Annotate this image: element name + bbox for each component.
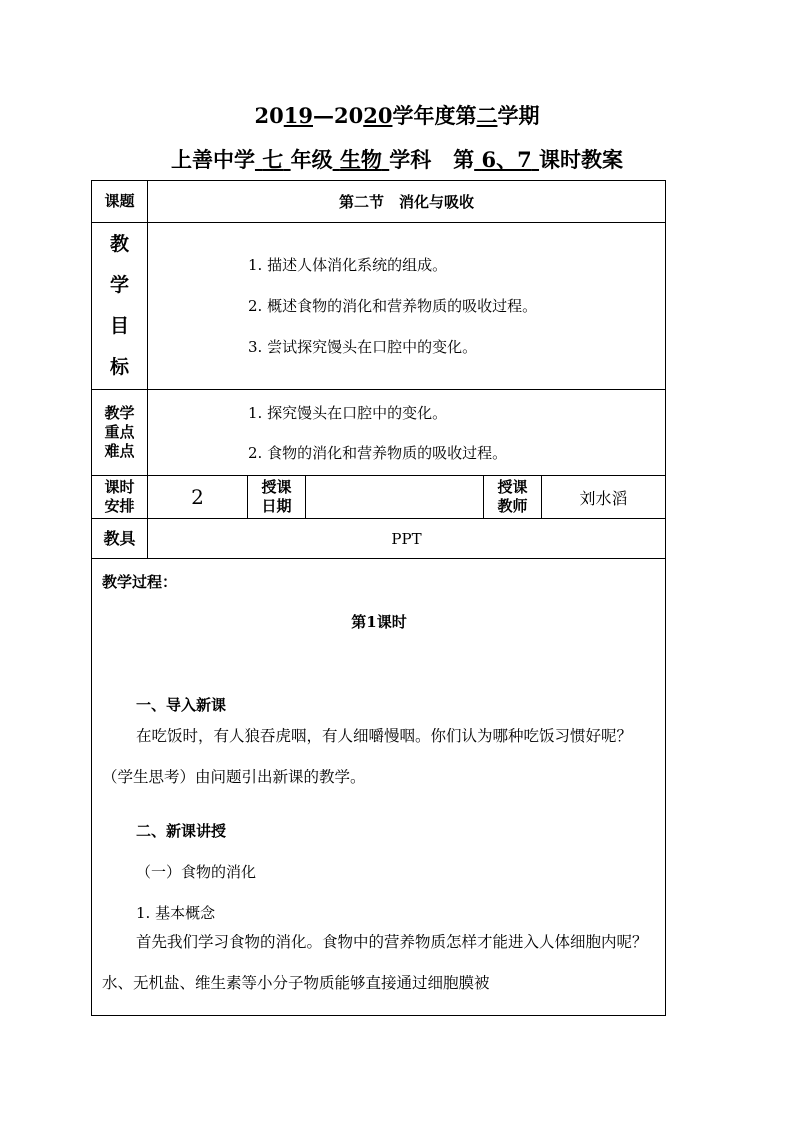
hours-label: 课时 安排 bbox=[92, 476, 148, 519]
topic-value: 第二节 消化与吸收 bbox=[148, 181, 666, 223]
body-paragraph: 首先我们学习食物的消化。食物中的营养物质怎样才能进入人体细胞内呢？水、无机盐、维生素等小分子物质能够直接通过细胞膜被 bbox=[102, 933, 648, 992]
schedule-row bbox=[92, 476, 666, 519]
topic-row bbox=[92, 181, 666, 223]
tools-value: PPT bbox=[148, 519, 666, 559]
goal-item: 1. 描述人体消化系统的组成。 bbox=[248, 255, 448, 274]
section-intro-heading: 一、导入新课 bbox=[136, 696, 227, 714]
process-row bbox=[92, 559, 666, 1016]
goal-item: 2. 概述食物的消化和营养物质的吸收过程。 bbox=[248, 296, 538, 315]
difficulty-row bbox=[92, 390, 666, 476]
date-label: 授课 日期 bbox=[248, 476, 306, 519]
date-value bbox=[306, 476, 484, 519]
goal-item: 3. 尝试探究馒头在口腔中的变化。 bbox=[248, 337, 478, 356]
hours-value: 2 bbox=[148, 476, 248, 519]
teaching-process bbox=[92, 559, 666, 1016]
tools-label: 教具 bbox=[92, 519, 148, 559]
intro-paragraph: 在吃饭时，有人狼吞虎咽，有人细嚼慢咽。你们认为哪种吃饭习惯好呢？（学生思考）由问题引出新课的教学。 bbox=[102, 727, 633, 786]
difficulty-label: 教学 重点 难点 bbox=[92, 390, 148, 476]
lesson-heading: 第1课时 bbox=[351, 613, 407, 631]
difficulty-list bbox=[148, 390, 666, 476]
process-title: 教学过程： bbox=[102, 573, 178, 591]
section-lecture-heading: 二、新课讲授 bbox=[136, 822, 227, 840]
teacher-label: 授课 教师 bbox=[484, 476, 542, 519]
goals-list bbox=[148, 223, 666, 390]
difficulty-item: 1. 探究馒头在口腔中的变化。 bbox=[248, 403, 448, 422]
goals-row bbox=[92, 223, 666, 390]
topic-label: 课题 bbox=[92, 181, 148, 223]
lesson-plan-table bbox=[91, 180, 666, 1016]
difficulty-item: 2. 食物的消化和营养物质的吸收过程。 bbox=[248, 443, 508, 462]
subsection-heading: （一）食物的消化 bbox=[136, 863, 257, 881]
goals-label: 教 学 目 标 bbox=[92, 223, 148, 390]
tools-row bbox=[92, 519, 666, 559]
term-heading: 2019—2020学年度第二学期 bbox=[254, 103, 540, 128]
teacher-value: 刘水滔 bbox=[542, 476, 666, 519]
lesson-plan-heading: 上善中学 七 年级 生物 学科 第 6、7 课时教案 bbox=[170, 147, 624, 172]
concept-heading: 1. 基本概念 bbox=[136, 904, 216, 922]
